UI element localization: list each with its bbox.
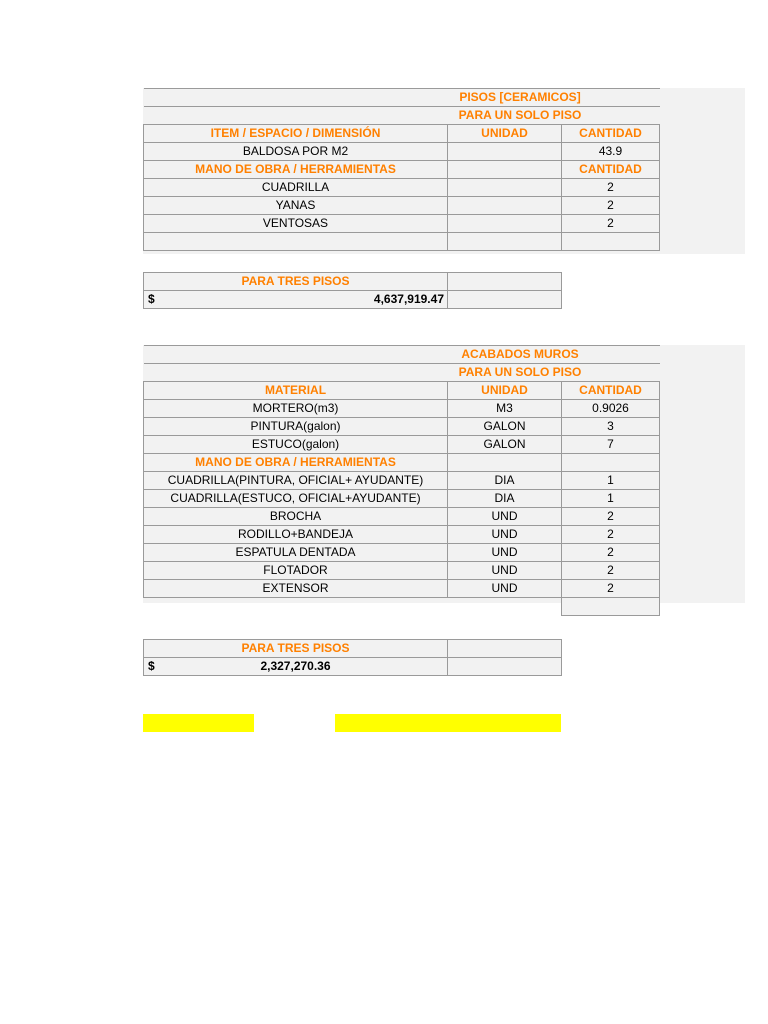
table-row: [144, 215, 660, 233]
table-row: [144, 89, 660, 107]
cell-cantidad[interactable]: 2: [562, 215, 660, 233]
currency-symbol: $: [148, 659, 155, 673]
table-header-row: [144, 125, 660, 143]
total-label: PARA TRES PISOS: [144, 273, 448, 291]
cell-cantidad[interactable]: [562, 233, 660, 251]
cell-cantidad[interactable]: 2: [562, 179, 660, 197]
table-row: [144, 544, 660, 562]
cell-item[interactable]: [144, 233, 448, 251]
cell-item[interactable]: VENTOSAS: [144, 215, 448, 233]
col-header-material: MATERIAL: [144, 382, 448, 400]
cell-cantidad[interactable]: 2: [562, 580, 660, 598]
cell-unidad[interactable]: UND: [448, 544, 562, 562]
cell-cantidad[interactable]: 43.9: [562, 143, 660, 161]
cell-item[interactable]: CUADRILLA: [144, 179, 448, 197]
cell-cantidad[interactable]: 1: [562, 472, 660, 490]
col-header-unidad: UNIDAD: [448, 382, 562, 400]
cell-unidad[interactable]: [448, 179, 562, 197]
labor-header: MANO DE OBRA / HERRAMIENTAS: [144, 161, 448, 179]
cell-cantidad[interactable]: 2: [562, 562, 660, 580]
table-header-row: [144, 382, 660, 400]
cell-empty[interactable]: [448, 658, 562, 676]
table-row: [144, 364, 660, 382]
cell-unidad[interactable]: UND: [448, 580, 562, 598]
muros-total-table: [143, 639, 562, 676]
table-row: [144, 436, 660, 454]
cell-blank: [448, 598, 562, 616]
table-row: [144, 143, 660, 161]
total-label: PARA TRES PISOS: [144, 640, 448, 658]
total-value: 4,637,919.47: [373, 292, 444, 306]
cell-item[interactable]: BALDOSA POR M2: [144, 143, 448, 161]
labor-header-row: [144, 454, 660, 472]
cell-item[interactable]: EXTENSOR: [144, 580, 448, 598]
cell-cantidad[interactable]: 2: [562, 508, 660, 526]
cell-cantidad[interactable]: 0.9026: [562, 400, 660, 418]
cell-unidad[interactable]: UND: [448, 508, 562, 526]
cell-empty[interactable]: [448, 291, 562, 309]
table-row-empty: [144, 598, 660, 616]
cell-unidad[interactable]: UND: [448, 526, 562, 544]
table-row: [144, 562, 660, 580]
cell-item[interactable]: MORTERO(m3): [144, 400, 448, 418]
cell-unidad[interactable]: [448, 161, 562, 179]
table-row: [144, 526, 660, 544]
cell-cantidad[interactable]: 3: [562, 418, 660, 436]
col-header-cantidad: CANTIDAD: [562, 125, 660, 143]
cell-unidad[interactable]: M3: [448, 400, 562, 418]
table-row-empty: [144, 233, 660, 251]
cell-unidad[interactable]: [448, 215, 562, 233]
table-row: [144, 273, 562, 291]
pisos-subtitle: PARA UN SOLO PISO: [144, 107, 660, 125]
col-header-unidad: UNIDAD: [448, 125, 562, 143]
cell-cantidad[interactable]: 7: [562, 436, 660, 454]
cell-unidad[interactable]: [448, 143, 562, 161]
cell-cantidad[interactable]: [562, 598, 660, 616]
highlight-cell-left[interactable]: [143, 714, 254, 732]
cell-item[interactable]: PINTURA(galon): [144, 418, 448, 436]
table-row: [144, 508, 660, 526]
total-value-cell[interactable]: [144, 291, 448, 309]
cell-empty[interactable]: [448, 640, 562, 658]
table-row: [144, 346, 660, 364]
pisos-table: [143, 88, 660, 251]
table-row: [144, 107, 660, 125]
cell-unidad[interactable]: [448, 454, 562, 472]
table-row: [144, 418, 660, 436]
total-value: 2,327,270.36: [260, 659, 331, 673]
cell-cantidad[interactable]: 1: [562, 490, 660, 508]
muros-subtitle: PARA UN SOLO PISO: [144, 364, 660, 382]
cell-empty[interactable]: [448, 273, 562, 291]
cell-item[interactable]: CUADRILLA(PINTURA, OFICIAL+ AYUDANTE): [144, 472, 448, 490]
highlight-cell-right[interactable]: [335, 714, 561, 732]
table-row: [144, 197, 660, 215]
cell-item[interactable]: CUADRILLA(ESTUCO, OFICIAL+AYUDANTE): [144, 490, 448, 508]
col-header-item: ITEM / ESPACIO / DIMENSIÓN: [144, 125, 448, 143]
cell-cantidad[interactable]: 2: [562, 197, 660, 215]
cell-cantidad[interactable]: [562, 454, 660, 472]
cell-item[interactable]: RODILLO+BANDEJA: [144, 526, 448, 544]
table-row: [144, 291, 562, 309]
col-header-cantidad: CANTIDAD: [562, 382, 660, 400]
table-row: [144, 658, 562, 676]
labor-qty-header: CANTIDAD: [562, 161, 660, 179]
table-row: [144, 472, 660, 490]
cell-unidad[interactable]: GALON: [448, 418, 562, 436]
cell-unidad[interactable]: [448, 233, 562, 251]
cell-item[interactable]: BROCHA: [144, 508, 448, 526]
muros-table: [143, 345, 660, 616]
cell-blank: [144, 598, 448, 616]
cell-item[interactable]: FLOTADOR: [144, 562, 448, 580]
total-value-cell[interactable]: [144, 658, 448, 676]
pisos-total-table: [143, 272, 562, 309]
cell-item[interactable]: YANAS: [144, 197, 448, 215]
cell-unidad[interactable]: UND: [448, 562, 562, 580]
labor-header: MANO DE OBRA / HERRAMIENTAS: [144, 454, 448, 472]
cell-cantidad[interactable]: 2: [562, 526, 660, 544]
muros-title: ACABADOS MUROS: [144, 346, 660, 364]
cell-cantidad[interactable]: 2: [562, 544, 660, 562]
cell-unidad[interactable]: DIA: [448, 490, 562, 508]
pisos-title: PISOS [CERAMICOS]: [144, 89, 660, 107]
cell-unidad[interactable]: DIA: [448, 472, 562, 490]
cell-item[interactable]: ESPATULA DENTADA: [144, 544, 448, 562]
table-row: [144, 580, 660, 598]
cell-unidad[interactable]: GALON: [448, 436, 562, 454]
table-row: [144, 179, 660, 197]
cell-item[interactable]: ESTUCO(galon): [144, 436, 448, 454]
table-row: [144, 490, 660, 508]
labor-header-row: [144, 161, 660, 179]
currency-symbol: $: [148, 292, 155, 306]
table-row: [144, 640, 562, 658]
cell-unidad[interactable]: [448, 197, 562, 215]
table-row: [144, 400, 660, 418]
